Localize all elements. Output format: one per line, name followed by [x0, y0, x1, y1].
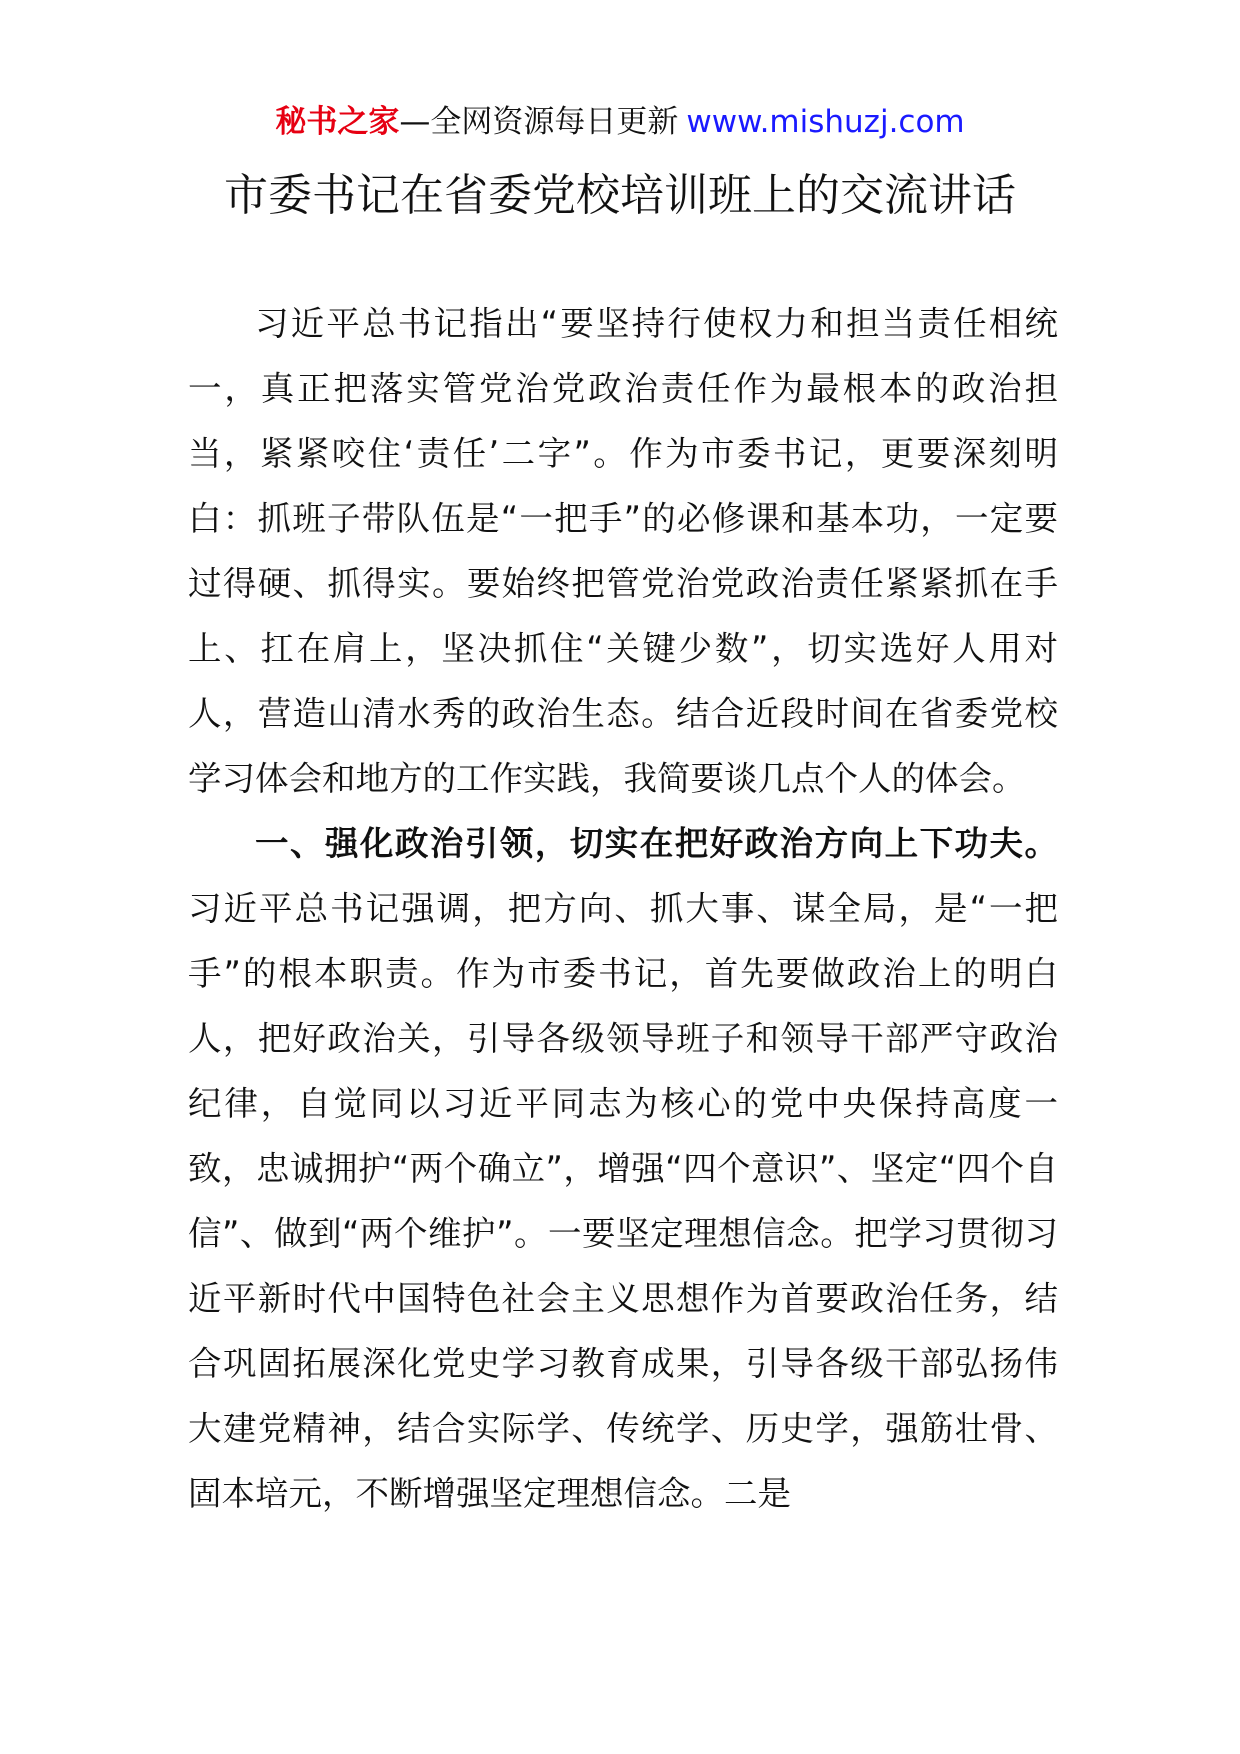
paragraph-section-1 [188, 811, 1058, 1526]
paragraph-intro: 习近平总书记指出“要坚持行使权力和担当责任相统一，真正把落实管党治党政治责任作为最根本的政治担当，紧紧咬住‘责任’二字”。作为市委书记，更要深刻明白：抓班子带队伍是“一把手”的必修课和基本功，一定要过得硬、抓得实。要始终把管党治党政治责任紧紧抓在手上、扛在肩上，坚决抓住“关键少数”，切实选好人用对人，营造山清水秀的政治生态。结合近段时间在省委党校学习体会和地方的工作实践，我简要谈几点个人的体会。 [188, 304, 1058, 798]
section-body: 习近平总书记强调，把方向、抓大事、谋全局，是“一把手”的根本职责。作为市委书记，首先要做政治上的明白人，把好政治关，引导各级领导班子和领导干部严守政治纪律，自觉同以习近平同志为核心的党中央保持高度一致，忠诚拥护“两个确立”，增强“四个意识”、坚定“四个自信”、做到“两个维护”。一要坚定理想信念。把学习贯彻习近平新时代中国特色社会主义思想作为首要政治任务，结合巩固拓展深化党史学习教育成果，引导各级干部弘扬伟大建党精神，结合实际学、传统学、历史学，强筋壮骨、固本培元，不断增强坚定理想信念。二是 [188, 889, 1058, 1513]
document-body [188, 291, 1058, 1526]
page-header [0, 100, 1240, 144]
site-url-link[interactable]: www.mishuzj.com [686, 104, 965, 140]
document-title: 市委书记在省委党校培训班上的交流讲话 [224, 170, 1016, 221]
brand-name: 秘书之家 [275, 104, 400, 140]
header-tagline: —全网资源每日更新 [399, 104, 679, 140]
section-heading: 一、强化政治引领，切实在把好政治方向上下功夫。 [255, 824, 1058, 863]
